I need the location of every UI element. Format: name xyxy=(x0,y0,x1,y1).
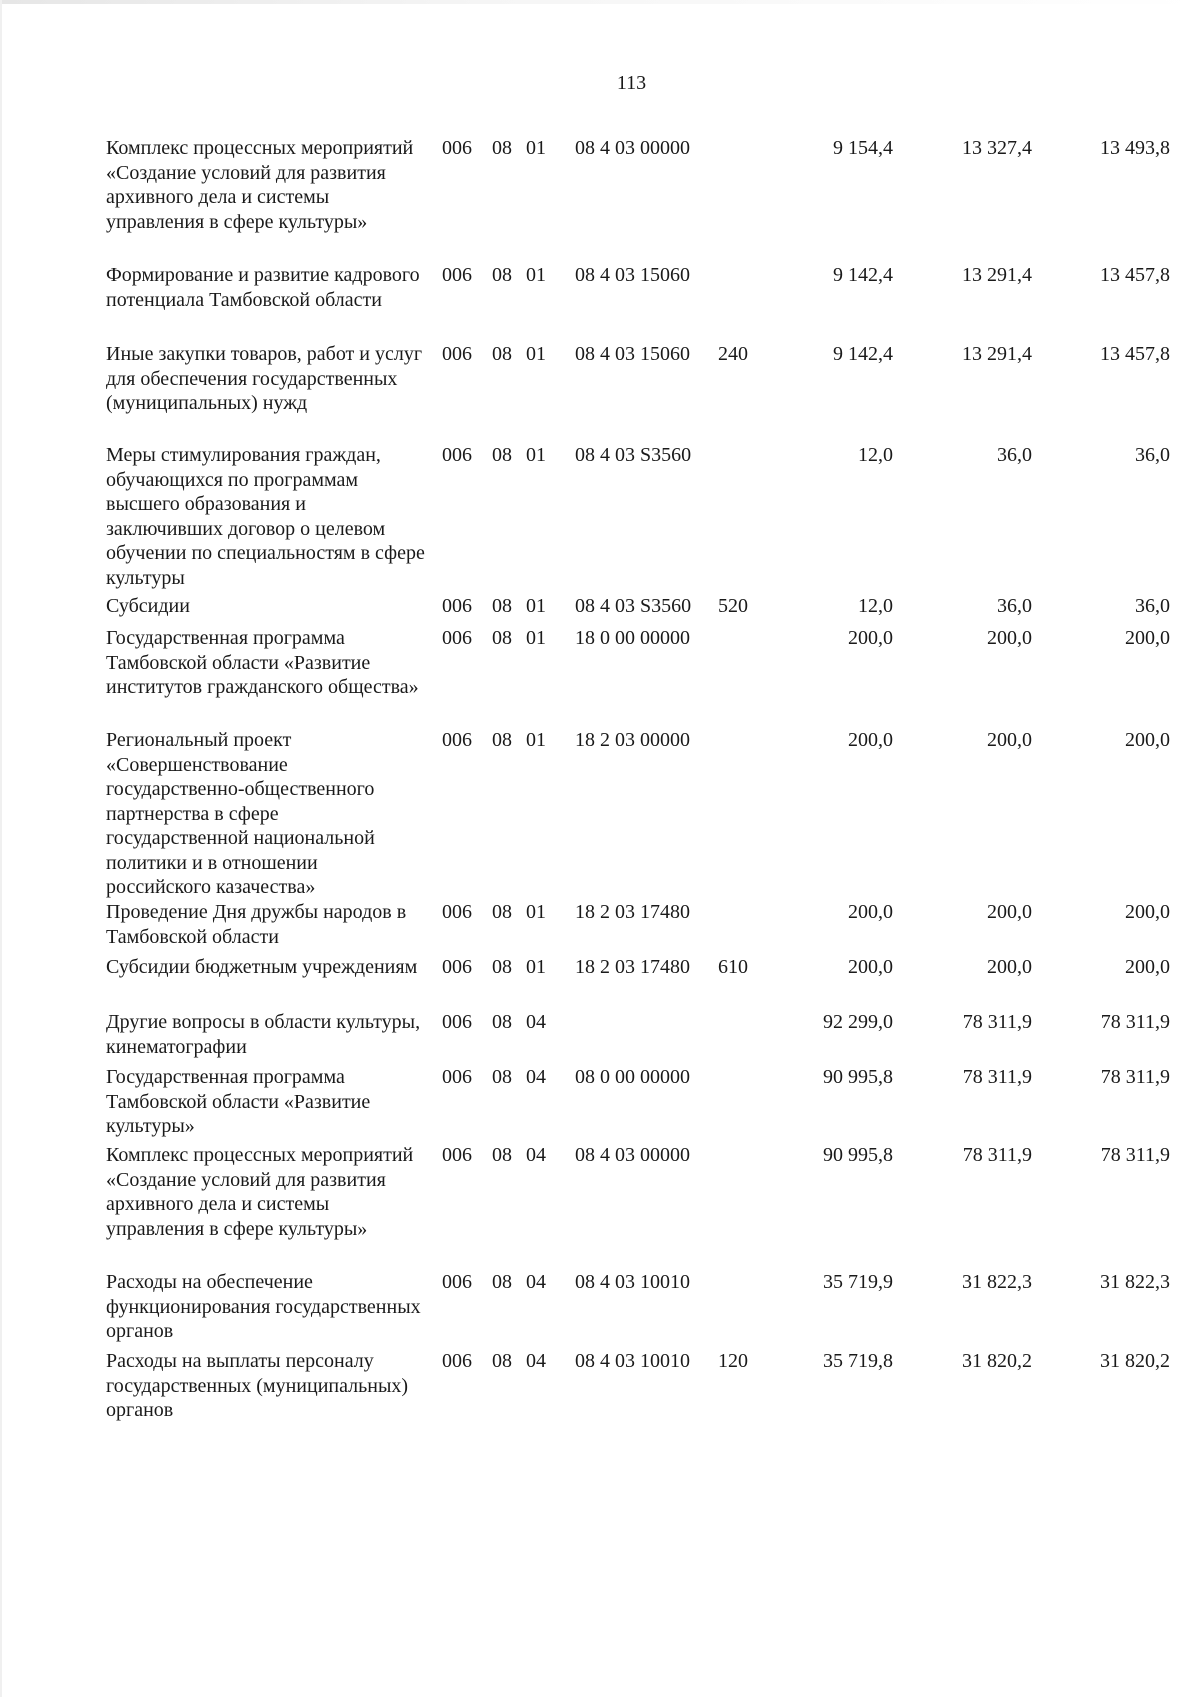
ved-code: 006 xyxy=(442,595,472,617)
amount-year-2: 200,0 xyxy=(987,956,1032,978)
subsection-code: 04 xyxy=(526,1066,546,1088)
target-article-code: 08 4 03 00000 xyxy=(575,1144,690,1166)
amount-year-2: 200,0 xyxy=(987,729,1032,751)
subsection-code: 01 xyxy=(526,595,546,617)
amount-year-2: 36,0 xyxy=(997,444,1032,466)
ved-code: 006 xyxy=(442,264,472,286)
target-article-code: 08 4 03 10010 xyxy=(575,1271,690,1293)
ved-code: 006 xyxy=(442,1066,472,1088)
scan-top-edge xyxy=(0,0,1200,4)
amount-year-2: 36,0 xyxy=(997,595,1032,617)
page-number: 113 xyxy=(616,72,647,94)
section-code: 08 xyxy=(492,901,512,923)
section-code: 08 xyxy=(492,137,512,159)
target-article-code: 08 4 03 S3560 xyxy=(575,595,692,617)
target-article-code: 08 4 03 00000 xyxy=(575,137,690,159)
amount-year-2: 13 327,4 xyxy=(962,137,1032,159)
subsection-code: 01 xyxy=(526,956,546,978)
ved-code: 006 xyxy=(442,137,472,159)
subsection-code: 04 xyxy=(526,1350,546,1372)
amount-year-1: 92 299,0 xyxy=(823,1011,893,1033)
amount-year-3: 200,0 xyxy=(1125,956,1170,978)
amount-year-1: 9 142,4 xyxy=(833,343,893,365)
ved-code: 006 xyxy=(442,901,472,923)
amount-year-2: 78 311,9 xyxy=(962,1066,1032,1088)
row-name: Субсидии xyxy=(106,595,190,617)
amount-year-1: 200,0 xyxy=(848,901,893,923)
row-name: Другие вопросы в области культуры, кинематографии xyxy=(106,1011,421,1058)
amount-year-3: 200,0 xyxy=(1125,729,1170,751)
section-code: 08 xyxy=(492,1144,512,1166)
ved-code: 006 xyxy=(442,1144,472,1166)
subsection-code: 01 xyxy=(526,729,546,751)
target-article-code: 18 0 00 00000 xyxy=(575,627,690,649)
expense-type-code: 610 xyxy=(718,956,748,978)
amount-year-3: 200,0 xyxy=(1125,627,1170,649)
target-article-code: 08 4 03 S3560 xyxy=(575,444,692,466)
amount-year-3: 13 457,8 xyxy=(1100,264,1170,286)
amount-year-1: 90 995,8 xyxy=(823,1144,893,1166)
target-article-code: 18 2 03 17480 xyxy=(575,901,690,923)
amount-year-3: 13 493,8 xyxy=(1100,137,1170,159)
amount-year-3: 78 311,9 xyxy=(1100,1144,1170,1166)
scan-left-edge xyxy=(0,0,2,1697)
expense-type-code: 120 xyxy=(718,1350,748,1372)
row-name: Субсидии бюджетным учреждениям xyxy=(106,956,418,978)
amount-year-2: 31 822,3 xyxy=(962,1271,1032,1293)
row-name: Расходы на выплаты персоналу государственных (муниципальных) органов xyxy=(106,1350,409,1421)
amount-year-1: 200,0 xyxy=(848,729,893,751)
amount-year-3: 36,0 xyxy=(1135,444,1170,466)
amount-year-2: 13 291,4 xyxy=(962,264,1032,286)
amount-year-1: 9 142,4 xyxy=(833,264,893,286)
amount-year-3: 78 311,9 xyxy=(1100,1066,1170,1088)
amount-year-2: 13 291,4 xyxy=(962,343,1032,365)
amount-year-3: 200,0 xyxy=(1125,901,1170,923)
row-name: Проведение Дня дружбы народов в Тамбовской области xyxy=(106,901,407,948)
amount-year-2: 78 311,9 xyxy=(962,1011,1032,1033)
amount-year-3: 31 820,2 xyxy=(1100,1350,1170,1372)
amount-year-1: 35 719,9 xyxy=(823,1271,893,1293)
amount-year-3: 36,0 xyxy=(1135,595,1170,617)
target-article-code: 08 4 03 15060 xyxy=(575,264,690,286)
ved-code: 006 xyxy=(442,729,472,751)
ved-code: 006 xyxy=(442,1011,472,1033)
amount-year-2: 31 820,2 xyxy=(962,1350,1032,1372)
ved-code: 006 xyxy=(442,627,472,649)
subsection-code: 01 xyxy=(526,627,546,649)
ved-code: 006 xyxy=(442,1350,472,1372)
target-article-code: 08 4 03 10010 xyxy=(575,1350,690,1372)
row-name: Государственная программа Тамбовской области «Развитие институтов гражданского общества» xyxy=(106,627,419,698)
row-name: Меры стимулирования граждан, обучающихся по программам высшего образования и заключивших договор о целевом обучении по специальностям в сфере культуры xyxy=(106,444,425,589)
amount-year-1: 200,0 xyxy=(848,627,893,649)
subsection-code: 01 xyxy=(526,264,546,286)
subsection-code: 04 xyxy=(526,1144,546,1166)
target-article-code: 08 4 03 15060 xyxy=(575,343,690,365)
amount-year-1: 90 995,8 xyxy=(823,1066,893,1088)
section-code: 08 xyxy=(492,1066,512,1088)
row-name: Расходы на обеспечение функционирования государственных органов xyxy=(106,1271,421,1342)
subsection-code: 04 xyxy=(526,1011,546,1033)
target-article-code: 18 2 03 17480 xyxy=(575,956,690,978)
section-code: 08 xyxy=(492,1271,512,1293)
expense-type-code: 240 xyxy=(718,343,748,365)
ved-code: 006 xyxy=(442,1271,472,1293)
target-article-code: 08 0 00 00000 xyxy=(575,1066,690,1088)
section-code: 08 xyxy=(492,1350,512,1372)
subsection-code: 01 xyxy=(526,901,546,923)
row-name: Комплекс процессных мероприятий «Создание условий для развития архивного дела и системы управления в сфере культуры» xyxy=(106,137,414,233)
section-code: 08 xyxy=(492,264,512,286)
subsection-code: 04 xyxy=(526,1271,546,1293)
subsection-code: 01 xyxy=(526,444,546,466)
amount-year-1: 9 154,4 xyxy=(833,137,893,159)
row-name: Региональный проект «Совершенствование государственно-общественного партнерства в сфере государственной национальной политики и в отношении российского казачества» xyxy=(106,729,375,898)
amount-year-1: 12,0 xyxy=(858,444,893,466)
target-article-code: 18 2 03 00000 xyxy=(575,729,690,751)
section-code: 08 xyxy=(492,627,512,649)
subsection-code: 01 xyxy=(526,343,546,365)
row-name: Комплекс процессных мероприятий «Создание условий для развития архивного дела и системы управления в сфере культуры» xyxy=(106,1144,414,1240)
amount-year-1: 35 719,8 xyxy=(823,1350,893,1372)
amount-year-2: 78 311,9 xyxy=(962,1144,1032,1166)
ved-code: 006 xyxy=(442,956,472,978)
amount-year-1: 200,0 xyxy=(848,956,893,978)
amount-year-3: 13 457,8 xyxy=(1100,343,1170,365)
row-name: Иные закупки товаров, работ и услуг для обеспечения государственных (муниципальных) нужд xyxy=(106,343,423,414)
subsection-code: 01 xyxy=(526,137,546,159)
amount-year-2: 200,0 xyxy=(987,627,1032,649)
section-code: 08 xyxy=(492,729,512,751)
section-code: 08 xyxy=(492,444,512,466)
section-code: 08 xyxy=(492,595,512,617)
ved-code: 006 xyxy=(442,343,472,365)
amount-year-3: 78 311,9 xyxy=(1100,1011,1170,1033)
expense-type-code: 520 xyxy=(718,595,748,617)
row-name: Государственная программа Тамбовской области «Развитие культуры» xyxy=(106,1066,371,1137)
section-code: 08 xyxy=(492,956,512,978)
ved-code: 006 xyxy=(442,444,472,466)
amount-year-2: 200,0 xyxy=(987,901,1032,923)
row-name: Формирование и развитие кадрового потенциала Тамбовской области xyxy=(106,264,420,311)
amount-year-3: 31 822,3 xyxy=(1100,1271,1170,1293)
amount-year-1: 12,0 xyxy=(858,595,893,617)
section-code: 08 xyxy=(492,343,512,365)
section-code: 08 xyxy=(492,1011,512,1033)
